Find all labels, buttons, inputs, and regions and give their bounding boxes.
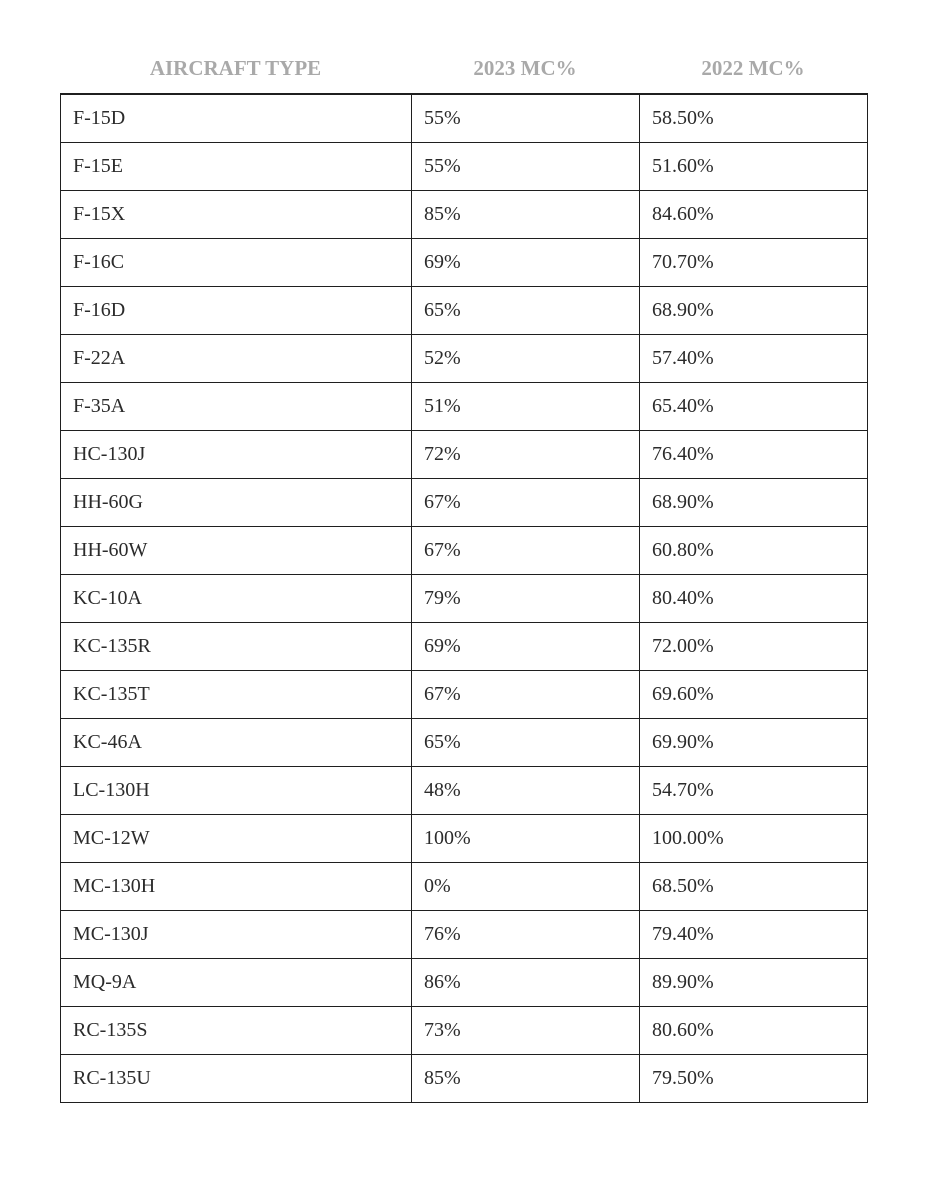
mc-2022-cell: 70.70% bbox=[640, 238, 868, 286]
mc-2023-cell: 86% bbox=[412, 958, 640, 1006]
mc-2022-cell: 100.00% bbox=[640, 814, 868, 862]
aircraft-cell: F-15E bbox=[61, 142, 412, 190]
mc-2022-cell: 60.80% bbox=[640, 526, 868, 574]
table-row bbox=[61, 1006, 868, 1054]
mc-2023-cell: 76% bbox=[412, 910, 640, 958]
mc-2022-cell: 68.90% bbox=[640, 478, 868, 526]
mc-2022-cell: 79.40% bbox=[640, 910, 868, 958]
mc-2023-cell: 73% bbox=[412, 1006, 640, 1054]
mc-2023-cell: 100% bbox=[412, 814, 640, 862]
aircraft-cell: F-15X bbox=[61, 190, 412, 238]
table-row bbox=[61, 766, 868, 814]
table-row bbox=[61, 334, 868, 382]
mc-2023-cell: 65% bbox=[412, 286, 640, 334]
mc-2022-cell: 80.40% bbox=[640, 574, 868, 622]
table-row bbox=[61, 814, 868, 862]
mc-2022-cell: 84.60% bbox=[640, 190, 868, 238]
aircraft-cell: MC-130J bbox=[61, 910, 412, 958]
table-row bbox=[61, 526, 868, 574]
aircraft-cell: F-16C bbox=[61, 238, 412, 286]
aircraft-cell: MQ-9A bbox=[61, 958, 412, 1006]
aircraft-cell: KC-135T bbox=[61, 670, 412, 718]
aircraft-cell: F-22A bbox=[61, 334, 412, 382]
mc-2023-cell: 67% bbox=[412, 526, 640, 574]
table-row bbox=[61, 382, 868, 430]
table-row bbox=[61, 958, 868, 1006]
aircraft-cell: LC-130H bbox=[61, 766, 412, 814]
mc-2022-cell: 69.90% bbox=[640, 718, 868, 766]
mc-2022-cell: 58.50% bbox=[640, 94, 868, 142]
mc-2022-cell: 89.90% bbox=[640, 958, 868, 1006]
mc-2022-cell: 65.40% bbox=[640, 382, 868, 430]
aircraft-cell: F-15D bbox=[61, 94, 412, 142]
mc-2022-cell: 57.40% bbox=[640, 334, 868, 382]
mc-2023-cell: 72% bbox=[412, 430, 640, 478]
mc-2023-cell: 69% bbox=[412, 238, 640, 286]
table-row bbox=[61, 862, 868, 910]
table-row bbox=[61, 94, 868, 142]
aircraft-cell: KC-46A bbox=[61, 718, 412, 766]
table-row bbox=[61, 574, 868, 622]
aircraft-cell: MC-130H bbox=[61, 862, 412, 910]
mc-2023-cell: 51% bbox=[412, 382, 640, 430]
mc-2022-cell: 68.90% bbox=[640, 286, 868, 334]
mc-2023-cell: 85% bbox=[412, 1054, 640, 1102]
mc-2022-cell: 80.60% bbox=[640, 1006, 868, 1054]
mc-2023-cell: 0% bbox=[412, 862, 640, 910]
mc-2023-cell: 67% bbox=[412, 670, 640, 718]
header-2023-mc: 2023 MC% bbox=[473, 56, 577, 80]
aircraft-cell: F-35A bbox=[61, 382, 412, 430]
header-2022-mc: 2022 MC% bbox=[701, 56, 805, 80]
table-row bbox=[61, 286, 868, 334]
mc-2022-cell: 79.50% bbox=[640, 1054, 868, 1102]
mc-2022-cell: 54.70% bbox=[640, 766, 868, 814]
mc-2023-cell: 55% bbox=[412, 94, 640, 142]
aircraft-cell: KC-10A bbox=[61, 574, 412, 622]
table-row bbox=[61, 670, 868, 718]
aircraft-cell: F-16D bbox=[61, 286, 412, 334]
table-row bbox=[61, 238, 868, 286]
mission-capable-table bbox=[60, 93, 868, 1103]
mc-2023-cell: 79% bbox=[412, 574, 640, 622]
aircraft-cell: RC-135S bbox=[61, 1006, 412, 1054]
table-row bbox=[61, 718, 868, 766]
mc-2022-cell: 76.40% bbox=[640, 430, 868, 478]
table-row bbox=[61, 430, 868, 478]
aircraft-cell: HH-60W bbox=[61, 526, 412, 574]
aircraft-cell: RC-135U bbox=[61, 1054, 412, 1102]
aircraft-cell: KC-135R bbox=[61, 622, 412, 670]
mc-2023-cell: 65% bbox=[412, 718, 640, 766]
mc-2023-cell: 69% bbox=[412, 622, 640, 670]
mc-2022-cell: 69.60% bbox=[640, 670, 868, 718]
table-row bbox=[61, 190, 868, 238]
aircraft-cell: HH-60G bbox=[61, 478, 412, 526]
table-body bbox=[61, 94, 868, 1102]
mc-2023-cell: 67% bbox=[412, 478, 640, 526]
mc-2023-cell: 52% bbox=[412, 334, 640, 382]
table-header-row bbox=[60, 52, 867, 84]
mc-2022-cell: 68.50% bbox=[640, 862, 868, 910]
table-row bbox=[61, 142, 868, 190]
mc-2022-cell: 51.60% bbox=[640, 142, 868, 190]
mc-2022-cell: 72.00% bbox=[640, 622, 868, 670]
header-aircraft-type: AIRCRAFT TYPE bbox=[149, 56, 322, 80]
mc-2023-cell: 55% bbox=[412, 142, 640, 190]
table-row bbox=[61, 1054, 868, 1102]
table-row bbox=[61, 622, 868, 670]
aircraft-cell: HC-130J bbox=[61, 430, 412, 478]
aircraft-cell: MC-12W bbox=[61, 814, 412, 862]
table-row bbox=[61, 910, 868, 958]
mc-2023-cell: 85% bbox=[412, 190, 640, 238]
mc-2023-cell: 48% bbox=[412, 766, 640, 814]
table-row bbox=[61, 478, 868, 526]
